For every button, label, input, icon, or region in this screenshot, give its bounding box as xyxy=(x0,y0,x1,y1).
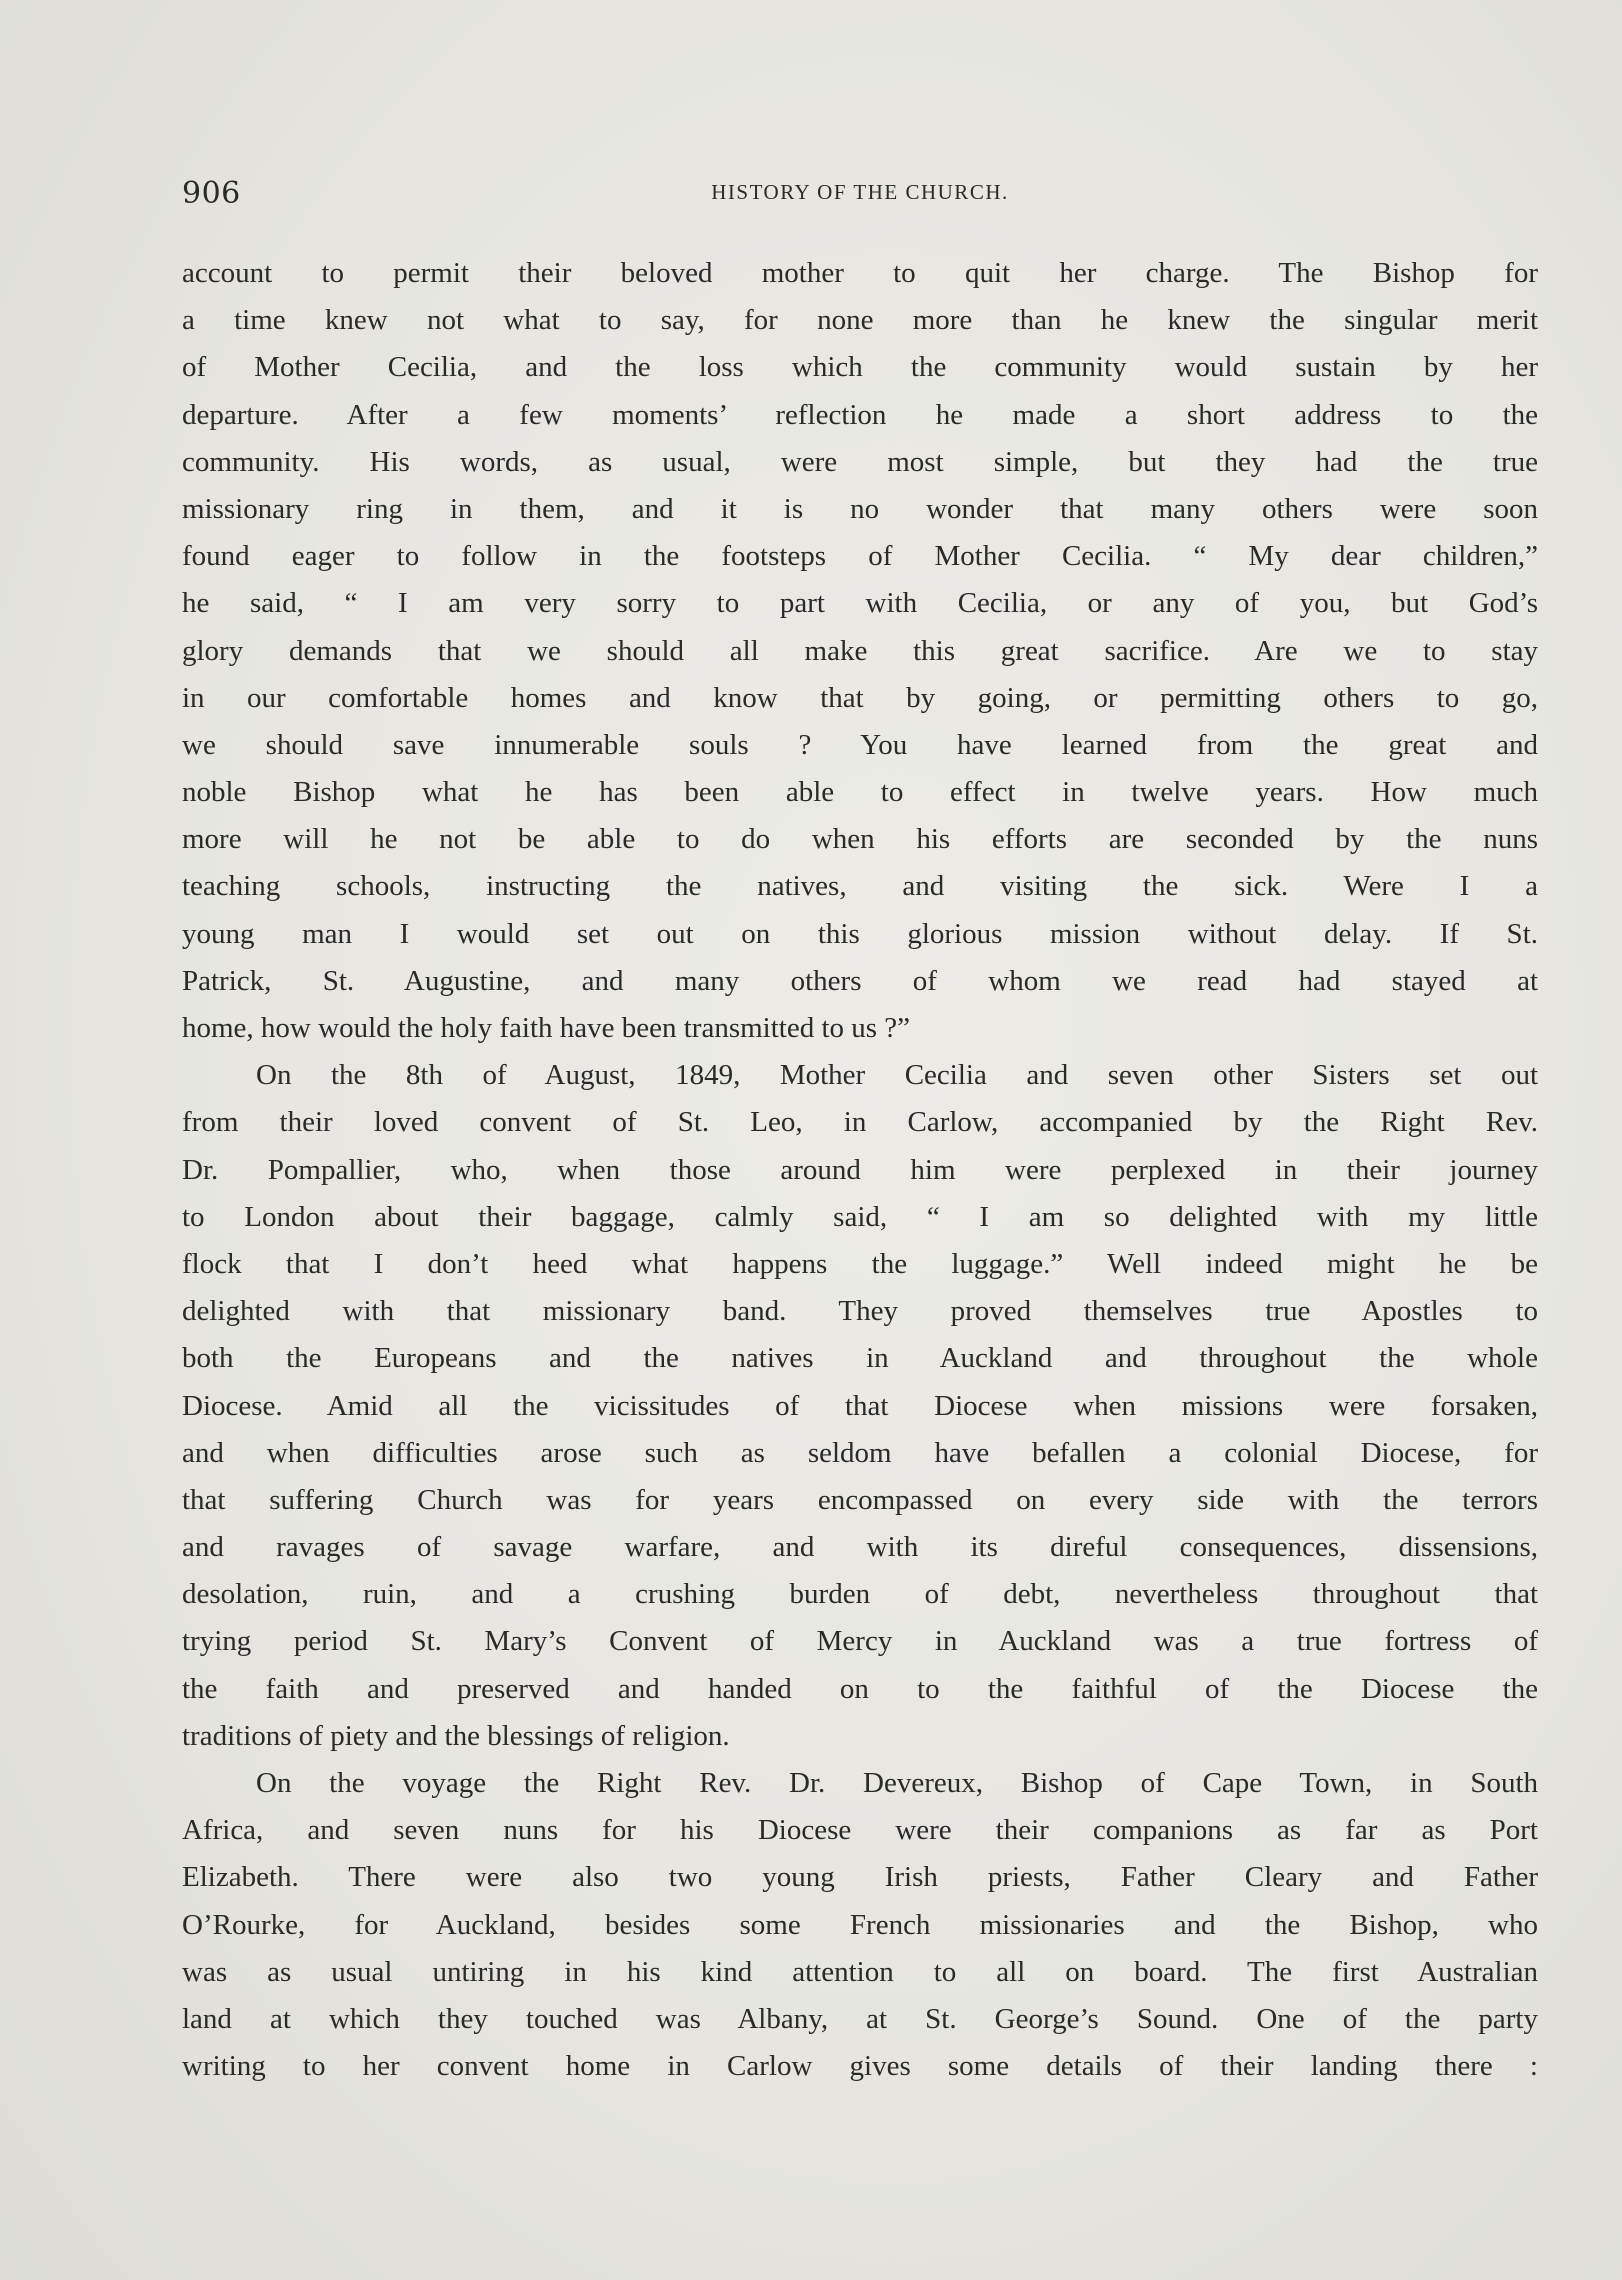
text-line: missionary ring in them, and it is no wonder that many others were soon xyxy=(182,492,1538,525)
page-number: 906 xyxy=(182,176,241,211)
text-line: departure. After a few moments’ reflection he made a short address to the xyxy=(182,398,1538,431)
text-line: traditions of piety and the blessings of religion. xyxy=(182,1719,730,1752)
text-line: account to permit their beloved mother to quit her charge. The Bishop for xyxy=(182,257,1538,289)
text-line: noble Bishop what he has been able to effect in twelve years. How much xyxy=(182,776,1538,809)
text-line: teaching schools, instructing the natives, and visiting the sick. Were I a xyxy=(182,870,1538,903)
text-line: Elizabeth. There were also two young Irish priests, Father Cleary and Father xyxy=(182,1861,1538,1894)
text-line: to London about their baggage, calmly said, “ I am so delighted with my little xyxy=(182,1200,1538,1233)
text-line: community. His words, as usual, were most simple, but they had the true xyxy=(182,445,1538,478)
text-line: we should save innumerable souls ? You have learned from the great and xyxy=(182,728,1538,761)
text-line: glory demands that we should all make this great sacrifice. Are we to stay xyxy=(182,634,1538,667)
text-line: that suffering Church was for years encompassed on every side with the terrors xyxy=(182,1483,1538,1516)
running-head: HISTORY OF THE CHURCH. xyxy=(711,180,1009,204)
page-header xyxy=(182,176,1538,216)
paragraph-3 xyxy=(182,1760,1538,2090)
text-line: delighted with that missionary band. They proved themselves true Apostles to xyxy=(182,1295,1538,1328)
text-line: On the voyage the Right Rev. Dr. Devereux, Bishop of Cape Town, in South xyxy=(256,1767,1538,1799)
text-line: desolation, ruin, and a crushing burden of debt, nevertheless throughout that xyxy=(182,1578,1538,1611)
body-text xyxy=(182,250,1538,2090)
text-line: he said, “ I am very sorry to part with Cecilia, or any of you, but God’s xyxy=(182,587,1538,620)
paragraph-1 xyxy=(182,250,1538,1052)
text-line: in our comfortable homes and know that by going, or permitting others to go, xyxy=(182,681,1538,714)
text-line: trying period St. Mary’s Convent of Mercy in Auckland was a true fortress of xyxy=(182,1625,1538,1658)
text-line: was as usual untiring in his kind attention to all on board. The first Australian xyxy=(182,1955,1538,1988)
text-line: the faith and preserved and handed on to the faithful of the Diocese the xyxy=(182,1672,1538,1705)
text-line: home, how would the holy faith have been transmitted to us ?” xyxy=(182,1012,911,1044)
text-line: a time knew not what to say, for none more than he knew the singular merit xyxy=(182,304,1538,337)
text-line: Africa, and seven nuns for his Diocese were their companions as far as Port xyxy=(182,1814,1538,1847)
text-line: On the 8th of August, 1849, Mother Cecilia and seven other Sisters set out xyxy=(256,1059,1538,1092)
text-line: from their loved convent of St. Leo, in Carlow, accompanied by the Right Rev. xyxy=(182,1106,1538,1139)
text-line: both the Europeans and the natives in Auckland and throughout the whole xyxy=(182,1342,1538,1375)
text-line: land at which they touched was Albany, at St. George’s Sound. One of the party xyxy=(182,2002,1538,2035)
paragraph-2 xyxy=(182,1052,1538,1760)
text-line: Patrick, St. Augustine, and many others of whom we read had stayed at xyxy=(182,964,1538,997)
text-line: flock that I don’t heed what happens the luggage.” Well indeed might he be xyxy=(182,1247,1538,1280)
text-line: more will he not be able to do when his efforts are seconded by the nuns xyxy=(182,823,1538,856)
text-line: writing to her convent home in Carlow gives some details of their landing there : xyxy=(182,2050,1538,2083)
text-line: O’Rourke, for Auckland, besides some French missionaries and the Bishop, who xyxy=(182,1908,1538,1941)
text-line: and when difficulties arose such as seldom have befallen a colonial Diocese, for xyxy=(182,1436,1538,1469)
text-line: of Mother Cecilia, and the loss which the community would sustain by her xyxy=(182,351,1538,384)
text-line: and ravages of savage warfare, and with its direful consequences, dissensions, xyxy=(182,1531,1538,1564)
text-line: Diocese. Amid all the vicissitudes of that Diocese when missions were forsaken, xyxy=(182,1389,1538,1422)
text-line: found eager to follow in the footsteps of Mother Cecilia. “ My dear children,” xyxy=(182,540,1538,573)
text-line: young man I would set out on this glorious mission without delay. If St. xyxy=(182,917,1538,950)
text-line: Dr. Pompallier, who, when those around him were perplexed in their journey xyxy=(182,1153,1538,1186)
